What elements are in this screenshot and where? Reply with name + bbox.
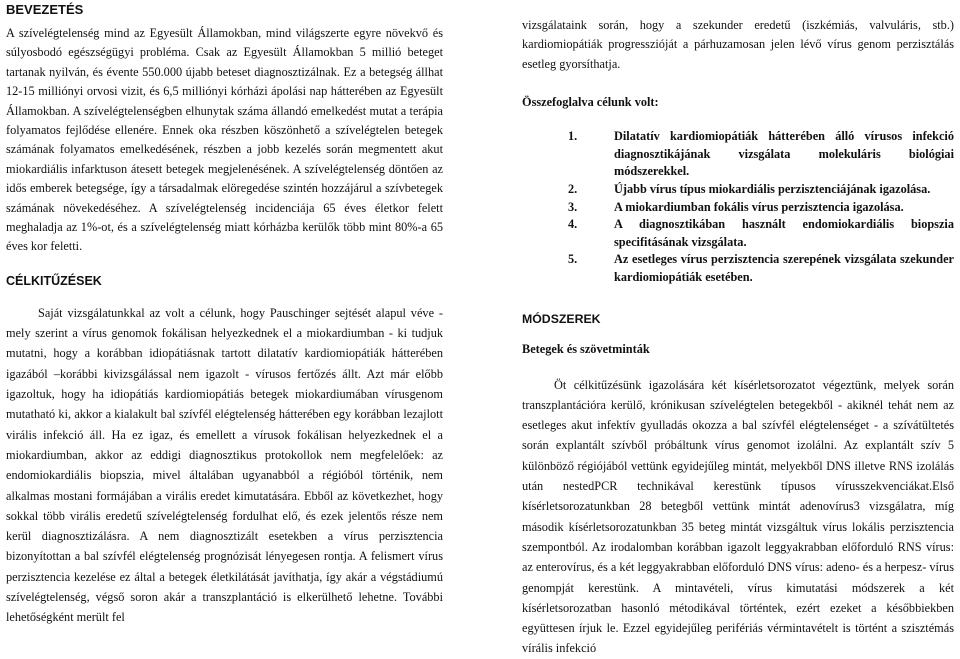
section-heading-celkituzesek: CÉLKITŰZÉSEK	[6, 273, 102, 288]
intro-paragraph: A szívelégtelenség mind az Egyesült Államokban, mind világszerte egyre növekvő és súlyosbodó egészségügyi probléma. Csak az Egyesült Államokban 5 millió beteget tartanak nyilván, és évente 550.000 újabb beteset diagnosztizálnak. Ez a betegség állhat 12-15 milliónyi orvosi vizit, és 6,5 milliónyi kórházi ápolási nap hátterében az Egyesült Államokban. A szívelégtelenségben elhunytak száma állandó emelkedést mutat a terápia folyamatos fejlődése ellenére. Ennek oka részben köszönhető a szívelégtelen betegek számának folyamatos emelkedésének, részben a jobb kezelés során megmentett akut miokardiális infarktuson átesett betegek megjelenésének. A szívelégtelenség döntően az idős emberek betegsége, így a társadalmak elöregedése szintén hozzájárul a szívbetegek számának növekedéséhez. A szívelégtelenség incidenciája 65 éves életkor felett meghaladja az 1%-ot, és a szívelégtelenség miatt kórházba kerülők több mint 80%-a 65 éves kor feletti.	[6, 26, 443, 254]
goal-text: Dilatatív kardiomiopátiák hátterében álló vírusos infekció diagnosztikájának vizsgálata molekuláris biológiai módszerekkel.	[614, 129, 954, 179]
goal-item-4	[522, 216, 954, 251]
goal-text: A miokardiumban fokális vírus perzisztencia igazolása.	[614, 199, 904, 214]
goal-number: 2.	[568, 182, 578, 196]
section-heading-bevezetes: BEVEZETÉS	[6, 2, 84, 17]
continuation-paragraph: vizsgálataink során, hogy a szekunder eredetű (iszkémiás, valvuláris, stb.) kardiomiopátiák progresszióját a párhuzamosan jelen lévő vírus genom perzisztálás esetleg gyorsíthatja.	[522, 18, 954, 71]
methods-paragraph: Öt célkitűzésünk igazolására két kísérletsorozatot végeztünk, melyek során transzplantációra kerülő, krónikusan szívelégtelen betegekből - akiknél tehát nem az esetleges akut infektív gyulladás okozza a bal szívfél elégtelenséget - a szívátültetés során explantált szívből próbáltunk vírus genomot izolálni. Az explantált szív 5 különböző régiójából vettünk egyidejűleg mintát, melyekből DNS illetve RNS izolálás után nestedPCR technikával kerestünk típusos vírusszekvenciákat.Első kísérletsorozatunkban 28 betegből vettünk mintát adenovírus3 vizsgálatra, míg második kísérletsorozatunkban 35 beteg mintát vizsgáltuk vírus lokális perzisztencia szempontból. Az irodalomban korábban igazolt leggyakrabban előforduló RNS vírus: az enterovírus, és a két leggyakrabban előforduló DNS vírus: adeno- és a herpesz- vírus genompját kerestünk. A mintavételi, vírus kimutatási módszerek a két kísérletsorozatban hasonló métodikával történtek, ezért ezeket a későbbiekben együttesen írjuk le. Ezzel egyidejűleg perifériás vérmintavételt is történt a szisztémás vírális infekció	[522, 377, 954, 656]
goal-number: 5.	[568, 252, 578, 267]
goal-item-5	[522, 251, 954, 286]
right-column	[522, 0, 954, 659]
left-column	[6, 0, 443, 628]
section-heading-modszerek: MÓDSZEREK	[522, 311, 601, 326]
goal-item-1	[522, 128, 954, 181]
goal-number: 3.	[568, 199, 578, 214]
goal-number: 4.	[568, 217, 578, 232]
goal-number: 1.	[568, 129, 578, 144]
aims-paragraph: Saját vizsgálatunkkal az volt a célunk, hogy Pauschinger sejtését alapul véve - mely szerint a vírus genomok fokálisan helyezkednek el a miokardiumban - ki tudjuk mutatni, hogy a korábban idiopátiásnak tartott dilatatív kardiomiopátiák hátterében igazából –korábbi kivizsgálással nem igazolt - vírusos fertőzés állt. Azt már előbb igazoltuk, hogy ha idiopátiás kardiomiopátiás betegek miokardiumában vírusgenom mutatható ki, akkor a kialakult bal szívfél elégtelenség hátterében egy korábban lezajlott virális infekció áll. Ha ez igaz, és emellett a vírusok fokálisan helyezkednek el a miokardiumban, akkor az eddigi diagnosztikus protokollok nem megfelelőek: az endomiokardiális biopszia, mivel általában ugyanabból a régióból történik, nem alkalmas mostani formájában a virális eredet kimutatására. Ebből az következhet, hogy sokkal több virális eredetű szívelégtelenség fordulhat elő, és ezek jelentős része nem kerül diagnosztizálásra. A nem diagnosztizált esetekben a vírus perzisztencia bizonyítottan a bal szívfél elégtelenség prognózisát lényegesen rontja. A felismert vírus perzisztencia kezelése ez által a betegek életkilátását javíthatja, így akár a végstádiumú szívelégtelenség, végső soron akár a transzplantáció is elkerülhető lehetne. További lehetőségként merült fel	[6, 305, 443, 625]
goal-item-3	[522, 199, 954, 217]
goal-item-2	[522, 181, 954, 199]
summary-heading: Összefoglalva célunk volt:	[522, 95, 659, 110]
goals-list	[522, 128, 954, 286]
goal-text: Újabb vírus típus miokardiális perzisztenciájának igazolása.	[614, 182, 931, 196]
goal-text: A diagnosztikában használt endomiokardiális biopszia specifitásának vizsgálata.	[614, 217, 954, 249]
goal-text: Az esetleges vírus perzisztencia szerepének vizsgálata szekunder kardiomiopátiák esetében.	[614, 252, 954, 284]
subheading-betegek: Betegek és szövetminták	[522, 341, 650, 356]
